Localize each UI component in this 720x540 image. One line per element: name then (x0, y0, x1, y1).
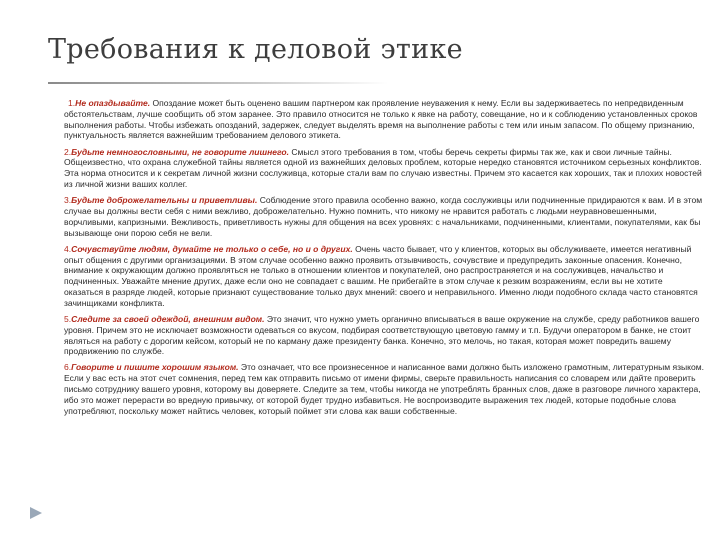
requirement-number: 6. (64, 362, 72, 373)
requirement-number: 4. (64, 243, 72, 254)
requirements-list (64, 98, 704, 422)
title-divider (48, 82, 388, 84)
requirement-heading: Сочувствуйте людям, думайте не только о себе, но и о других. (71, 243, 353, 254)
requirement-text: Соблюдение этого правила особенно важно, когда сослуживцы или подчиненные придираются к вам. И в этом случае вы должны вести себя с ними вежливо, доброжелательно. Нужно помнить, что никому не нравится работать с людьми неуравновешенными, ворчливыми, капризными. Вежливость, приветливость нужны для общения на всех уровнях: с начальниками, подчиненными, клиентами, покупателями, как бы вызывающе они порою себя не вели. (64, 195, 703, 238)
requirement-heading: Следите за своей одеждой, внешним видом. (71, 313, 265, 324)
requirement-item-6 (64, 362, 704, 416)
requirement-item-4 (64, 244, 704, 309)
requirement-heading: Будьте доброжелательны и приветливы. (71, 195, 258, 206)
requirement-item-3 (64, 195, 704, 238)
requirement-text: Это означает, что все произнесенное и написанное вами должно быть изложено грамотным, литературным языком. Если у вас есть на этот счет сомнения, перед тем как отправить письмо от имени фирмы, сверьте правильность написания со словарем или дайте проверить письмо сотруднику вашего уровня, которому вы доверяете. Следите за тем, чтобы никогда не употреблять бранных слов, даже в разговоре личного характера, ибо это может перерасти во вредную привычку, от которой будет трудно избавиться. Не воспроизводите выражения тех людей, которые подобные слова употребляют, поскольку может найтись человек, который поймет эти слова как ваши собственные. (64, 362, 705, 416)
requirement-item-1 (64, 98, 704, 141)
triangle-arrow-icon (28, 505, 44, 521)
requirement-text: Очень часто бывает, что у клиентов, которых вы обслуживаете, имеется негативный опыт общения с другими организациями. В этом случае особенно важно проявить отзывчивость, сочувствие и предупредить законные опасения. Конечно, внимание к окружающим должно проявляться не только в отношении клиентов и покупателей, оно распространяется и на сослуживцев, начальство и подчиненных. Уважайте мнение других, даже если оно не совпадает с вашим. Не прибегайте в этом случае к резким возражениям, если вы не хотите оказаться в разряде людей, которые признают существование только двух мнений: своего и неправильного. Именно люди подобного склада часто становятся зачинщиками конфликта. (64, 243, 698, 308)
requirement-number: 2. (64, 146, 72, 157)
requirement-heading: Не опаздывайте. (75, 98, 151, 108)
slide-title: Требования к деловой этике (48, 34, 463, 65)
requirement-number: 3. (64, 195, 72, 206)
requirement-heading: Говорите и пишите хорошим языком. (71, 362, 239, 373)
requirement-text: Это значит, что нужно уметь органично вписываться в ваше окружение на службе, среду работников вашего уровня. Причем это не исключает возможности одеваться со вкусом, подбирая соответствующую цветовую гамму и т.п. Будучи оператором в банке, не стоит являться на работу с дорогим кейсом, который не по карману даже президенту банка. Конечно, это мелочь, но такая, которая может повредить вашему продвижению по службе. (64, 313, 700, 357)
requirement-item-2 (64, 147, 704, 190)
requirement-heading: Будьте немногословными, не говорите лишнего. (71, 146, 289, 157)
requirement-text: Смысл этого требования в том, чтобы беречь секреты фирмы так же, как и свои личные тайны. Общеизвестно, что охрана служебной тайны является одной из важнейших деловых проблем, которые нередко становятся источником серьезных конфликтов. Эта норма относится и к секретам личной жизни сослуживца, которые стали вам по случаю известны. Причем это касается как хороших, так и плохих новостей из личной жизни ваших коллег. (64, 146, 702, 189)
requirement-text: Опоздание может быть оценено вашим партнером как проявление неуважения к нему. Если вы задерживаетесь по непредвиденным обстоятельствам, лучше сообщить об этом заранее. Это правило относится не только к явке на работу, совещание, но и к соблюдению установленных сроков выполнения работы. Чтобы избежать опозданий, задержек, следует выделять время на выполнение работы с тем или иным запасом. По общему признанию, пунктуальность является важнейшим требованием делового этикета. (64, 98, 698, 141)
requirement-number: 1. (68, 98, 76, 108)
requirement-item-5 (64, 314, 704, 357)
requirement-number: 5. (64, 313, 72, 324)
